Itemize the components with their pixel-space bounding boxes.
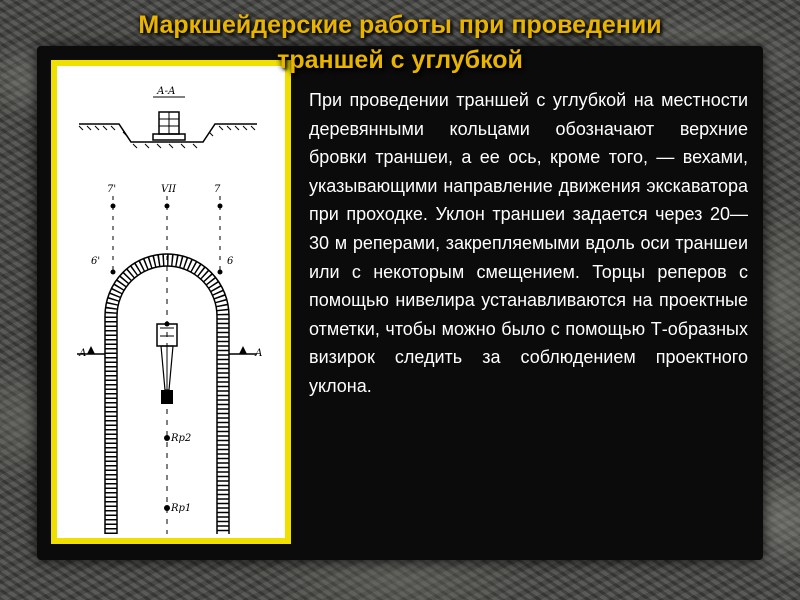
label-VII: VII (161, 184, 177, 195)
title-line-2: траншей с углубкой (277, 46, 523, 74)
slide-title (0, 8, 800, 78)
trench-drawing (57, 66, 285, 538)
benchmark-rp2 (164, 435, 170, 441)
trench-diagram (51, 60, 291, 544)
label-7: 7 (214, 184, 221, 195)
title-line-1: Маркшейдерские работы при проведении (138, 11, 662, 39)
label-7-prime: 7' (107, 184, 117, 195)
excavator-bucket (161, 390, 173, 404)
label-A-left: А (79, 348, 87, 359)
section-label: А-А (157, 86, 176, 97)
label-rp2: Rp2 (171, 433, 192, 444)
benchmark-rp1 (164, 505, 170, 511)
label-rp1: Rp1 (171, 503, 192, 514)
label-6-prime: 6' (91, 256, 101, 267)
label-A-right: А (255, 348, 263, 359)
body-text: При проведении траншей с углубкой на местности деревянными кольцами обозначают верхние бровки траншеи, а ее ось, кроме того, — вехами, указывающими направление движения экскаватора при проходке. Уклон траншеи задается через 20—30 м реперами, закрепляемыми вдоль оси траншеи или с некоторым смещением. Торцы реперов с помощью нивелира устанавливаются на проектные отметки, чтобы можно было с помощью Т-образных визирок следить за соблюдением проектного уклона. (309, 90, 748, 396)
label-6: 6 (227, 256, 234, 267)
